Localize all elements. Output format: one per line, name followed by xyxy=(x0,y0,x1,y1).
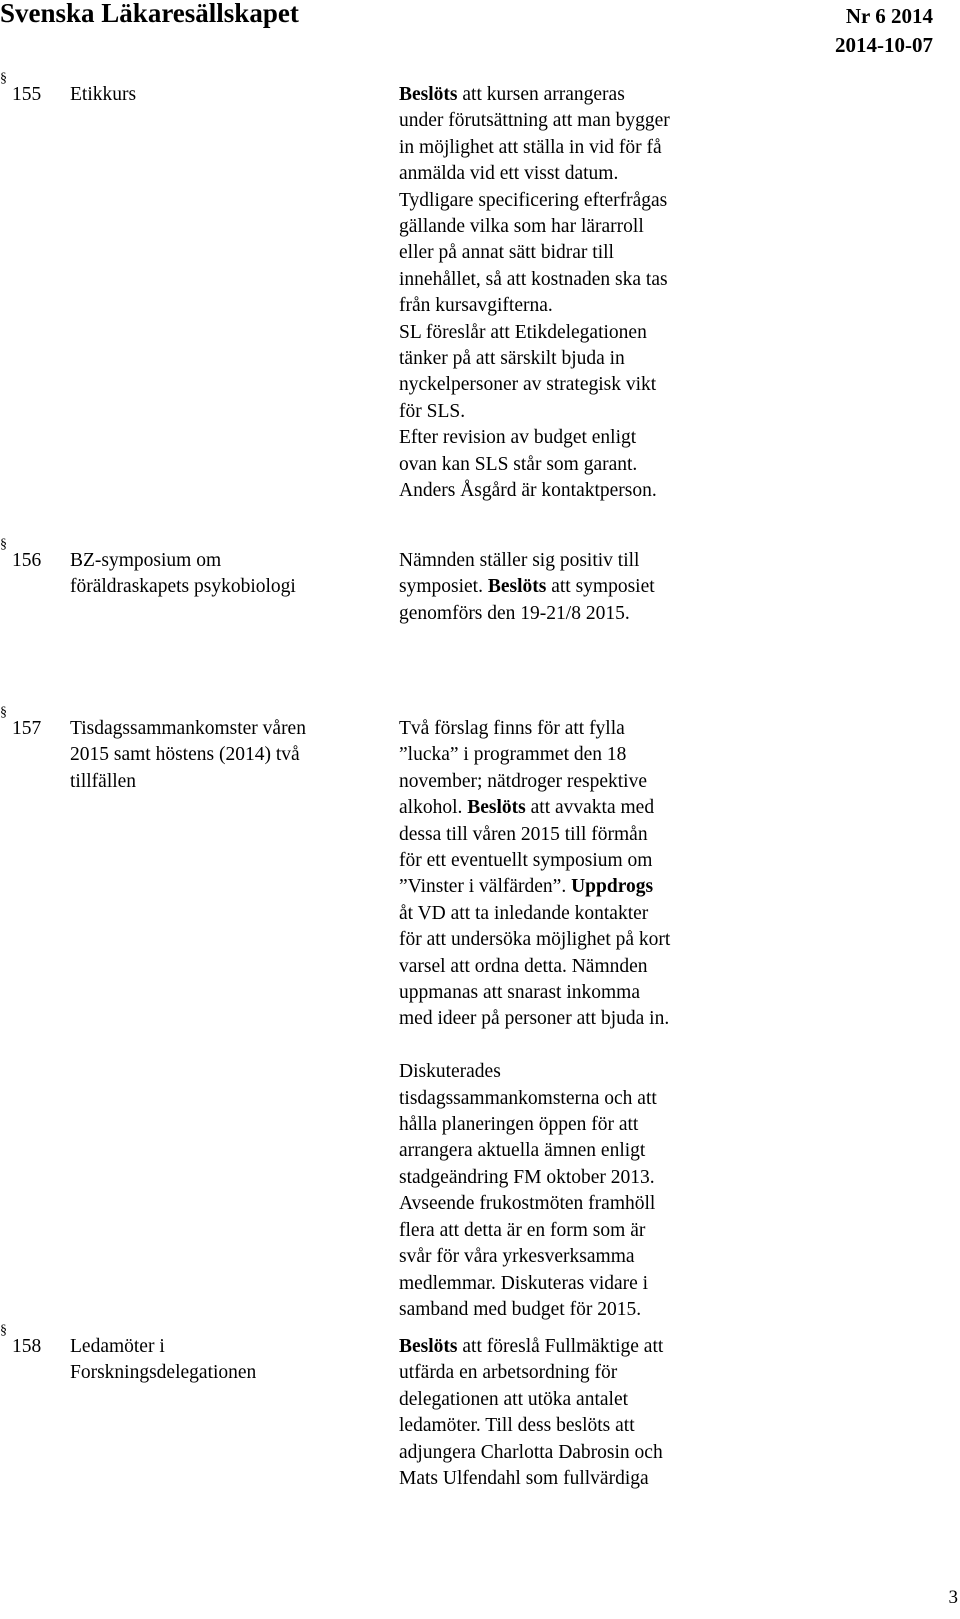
decision-line xyxy=(399,1086,739,1112)
topic-line: BZ-symposium om xyxy=(70,550,222,571)
decision-line xyxy=(399,716,739,742)
entry-number: 155 xyxy=(12,84,42,105)
decision-line xyxy=(399,399,739,425)
text-run: samband med budget för 2015. xyxy=(399,1298,642,1320)
decision-line xyxy=(399,320,739,346)
decision-line xyxy=(399,214,739,240)
decision-line xyxy=(399,161,739,187)
decision-line xyxy=(399,1297,739,1323)
topic-line: tillfällen xyxy=(70,770,137,792)
text-run: tänker på att särskilt bjuda in xyxy=(399,348,625,370)
text-run: alkohol. xyxy=(399,797,468,819)
section-mark: § xyxy=(0,1323,7,1338)
text-run: ”lucka” i programmet den 18 xyxy=(399,744,627,766)
decision-line xyxy=(399,1165,739,1191)
text-run: under förutsättning att man bygger xyxy=(399,110,670,132)
text-run: flera att detta är en form som är xyxy=(399,1219,646,1241)
text-run: för att undersöka möjlighet på kort xyxy=(399,929,671,951)
decision-line xyxy=(399,601,739,627)
topic-line: Tisdagssammankomster våren xyxy=(70,718,306,739)
decision-line xyxy=(399,188,739,214)
text-run: Avseende frukostmöten framhöll xyxy=(399,1193,656,1215)
decision-line xyxy=(399,822,739,848)
topic-line: Forskningsdelegationen xyxy=(70,1362,257,1384)
decision-line xyxy=(399,1360,739,1386)
entry-topic xyxy=(70,548,370,601)
text-run: medlemmar. Diskuteras vidare i xyxy=(399,1272,649,1294)
decision-line xyxy=(399,1191,739,1217)
decision-line xyxy=(399,1387,739,1413)
text-run: dessa till våren 2015 till förmån xyxy=(399,823,648,845)
text-run: varsel att ordna detta. Nämnden xyxy=(399,955,648,977)
entry-number: 157 xyxy=(12,718,42,739)
emphasis-run: Uppdrogs xyxy=(571,876,654,898)
entry-decision xyxy=(399,548,739,627)
text-run: att avvakta med xyxy=(525,797,655,819)
text-run: ovan kan SLS står som garant. xyxy=(399,453,638,475)
text-run: för SLS. xyxy=(399,400,466,422)
decision-line xyxy=(399,1138,739,1164)
text-run: uppmanas att snarast inkomma xyxy=(399,982,640,1004)
decision-line xyxy=(399,927,739,953)
decision-line xyxy=(399,240,739,266)
decision-line xyxy=(399,1413,739,1439)
decision-line xyxy=(399,1334,739,1360)
emphasis-run: Beslöts xyxy=(467,797,526,819)
paragraph-gap xyxy=(399,1033,739,1059)
decision-line xyxy=(399,769,739,795)
text-run: symposiet. xyxy=(399,576,488,598)
decision-line xyxy=(399,1244,739,1270)
text-run: Diskuterades xyxy=(399,1061,501,1083)
text-run: Efter revision av budget enligt xyxy=(399,427,637,449)
decision-line xyxy=(399,1006,739,1032)
text-run: november; nätdroger respektive xyxy=(399,770,647,792)
decision-line xyxy=(399,267,739,293)
text-run: eller på annat sätt bidrar till xyxy=(399,242,614,264)
decision-line xyxy=(399,848,739,874)
section-mark: § xyxy=(0,705,7,720)
decision-line xyxy=(399,425,739,451)
text-run: med ideer på personer att bjuda in. xyxy=(399,1008,670,1030)
text-run: genomförs den 19-21/8 2015. xyxy=(399,602,630,624)
section-mark: § xyxy=(0,71,7,86)
emphasis-run: Beslöts xyxy=(487,576,547,598)
text-run: Mats Ulfendahl som fullvärdiga xyxy=(399,1468,649,1490)
decision-line xyxy=(399,795,739,821)
text-run: utfärda en arbetsordning för xyxy=(399,1362,618,1384)
text-run: att föreslå Fullmäktige att xyxy=(457,1336,664,1357)
decision-line xyxy=(399,901,739,927)
text-run: att symposiet xyxy=(546,576,655,598)
text-run: Nämnden ställer sig positiv till xyxy=(399,550,640,571)
topic-line: Etikkurs xyxy=(70,84,137,105)
text-run: svår för våra yrkesverksamma xyxy=(399,1246,635,1268)
decision-line xyxy=(399,82,739,108)
page-number: 3 xyxy=(948,1587,958,1608)
decision-line xyxy=(399,1112,739,1138)
text-run: åt VD att ta inledande kontakter xyxy=(399,902,649,924)
emphasis-run: Beslöts xyxy=(399,1336,458,1357)
decision-line xyxy=(399,1218,739,1244)
text-run: anmälda vid ett visst datum. xyxy=(399,163,619,185)
organization-name: Svenska Läkaresällskapet xyxy=(0,0,299,28)
decision-line xyxy=(399,1466,739,1492)
page-header xyxy=(0,0,960,60)
decision-line xyxy=(399,742,739,768)
entry-decision xyxy=(399,82,739,505)
text-run: ledamöter. Till dess beslöts att xyxy=(399,1415,635,1437)
decision-line xyxy=(399,108,739,134)
decision-line xyxy=(399,293,739,319)
section-mark: § xyxy=(0,537,7,552)
text-run: stadgeändring FM oktober 2013. xyxy=(399,1166,655,1188)
decision-line xyxy=(399,1440,739,1466)
issue-info xyxy=(835,2,933,60)
text-run: från kursavgifterna. xyxy=(399,295,553,317)
topic-line: föräldraskapets psykobiologi xyxy=(70,576,296,598)
text-run: SL föreslår att Etikdelegationen xyxy=(399,321,647,343)
decision-line xyxy=(399,372,739,398)
text-run: att kursen arrangeras xyxy=(457,84,625,105)
text-run: för ett eventuellt symposium om xyxy=(399,850,653,872)
entry-number: 158 xyxy=(12,1336,42,1357)
decision-line xyxy=(399,954,739,980)
meeting-date: 2014-10-07 xyxy=(835,33,933,57)
text-run: innehållet, så att kostnaden ska tas xyxy=(399,268,668,290)
topic-line: Ledamöter i xyxy=(70,1336,165,1357)
entry-topic xyxy=(70,1334,370,1387)
text-run: ”Vinster i välfärden”. xyxy=(399,876,572,898)
decision-line xyxy=(399,980,739,1006)
topic-line: 2015 samt höstens (2014) två xyxy=(70,744,300,766)
entry-number: 156 xyxy=(12,550,42,571)
decision-line xyxy=(399,478,739,504)
entry-topic xyxy=(70,82,370,108)
text-run: gällande vilka som har lärarroll xyxy=(399,216,644,238)
decision-line xyxy=(399,1059,739,1085)
text-run: in möjlighet att ställa in vid för få xyxy=(399,136,662,158)
decision-line xyxy=(399,452,739,478)
decision-line xyxy=(399,874,739,900)
text-run: Två förslag finns för att fylla xyxy=(399,718,625,739)
text-run: arrangera aktuella ämnen enligt xyxy=(399,1140,646,1162)
emphasis-run: Beslöts xyxy=(399,84,458,105)
decision-line xyxy=(399,135,739,161)
text-run: delegationen att utöka antalet xyxy=(399,1388,629,1410)
entry-decision xyxy=(399,1334,739,1492)
text-run: Tydligare specificering efterfrågas xyxy=(399,189,668,211)
entry-topic xyxy=(70,716,370,795)
issue-number: Nr 6 2014 xyxy=(845,4,933,28)
decision-line xyxy=(399,548,739,574)
text-run: tisdagssammankomsterna och att xyxy=(399,1087,657,1109)
decision-line xyxy=(399,346,739,372)
decision-line xyxy=(399,574,739,600)
text-run: adjungera Charlotta Dabrosin och xyxy=(399,1441,663,1463)
decision-line xyxy=(399,1271,739,1297)
text-run: hålla planeringen öppen för att xyxy=(399,1114,639,1136)
text-run: Anders Åsgård är kontaktperson. xyxy=(399,480,657,502)
entry-decision xyxy=(399,716,739,1323)
text-run: nyckelpersoner av strategisk vikt xyxy=(399,374,657,396)
